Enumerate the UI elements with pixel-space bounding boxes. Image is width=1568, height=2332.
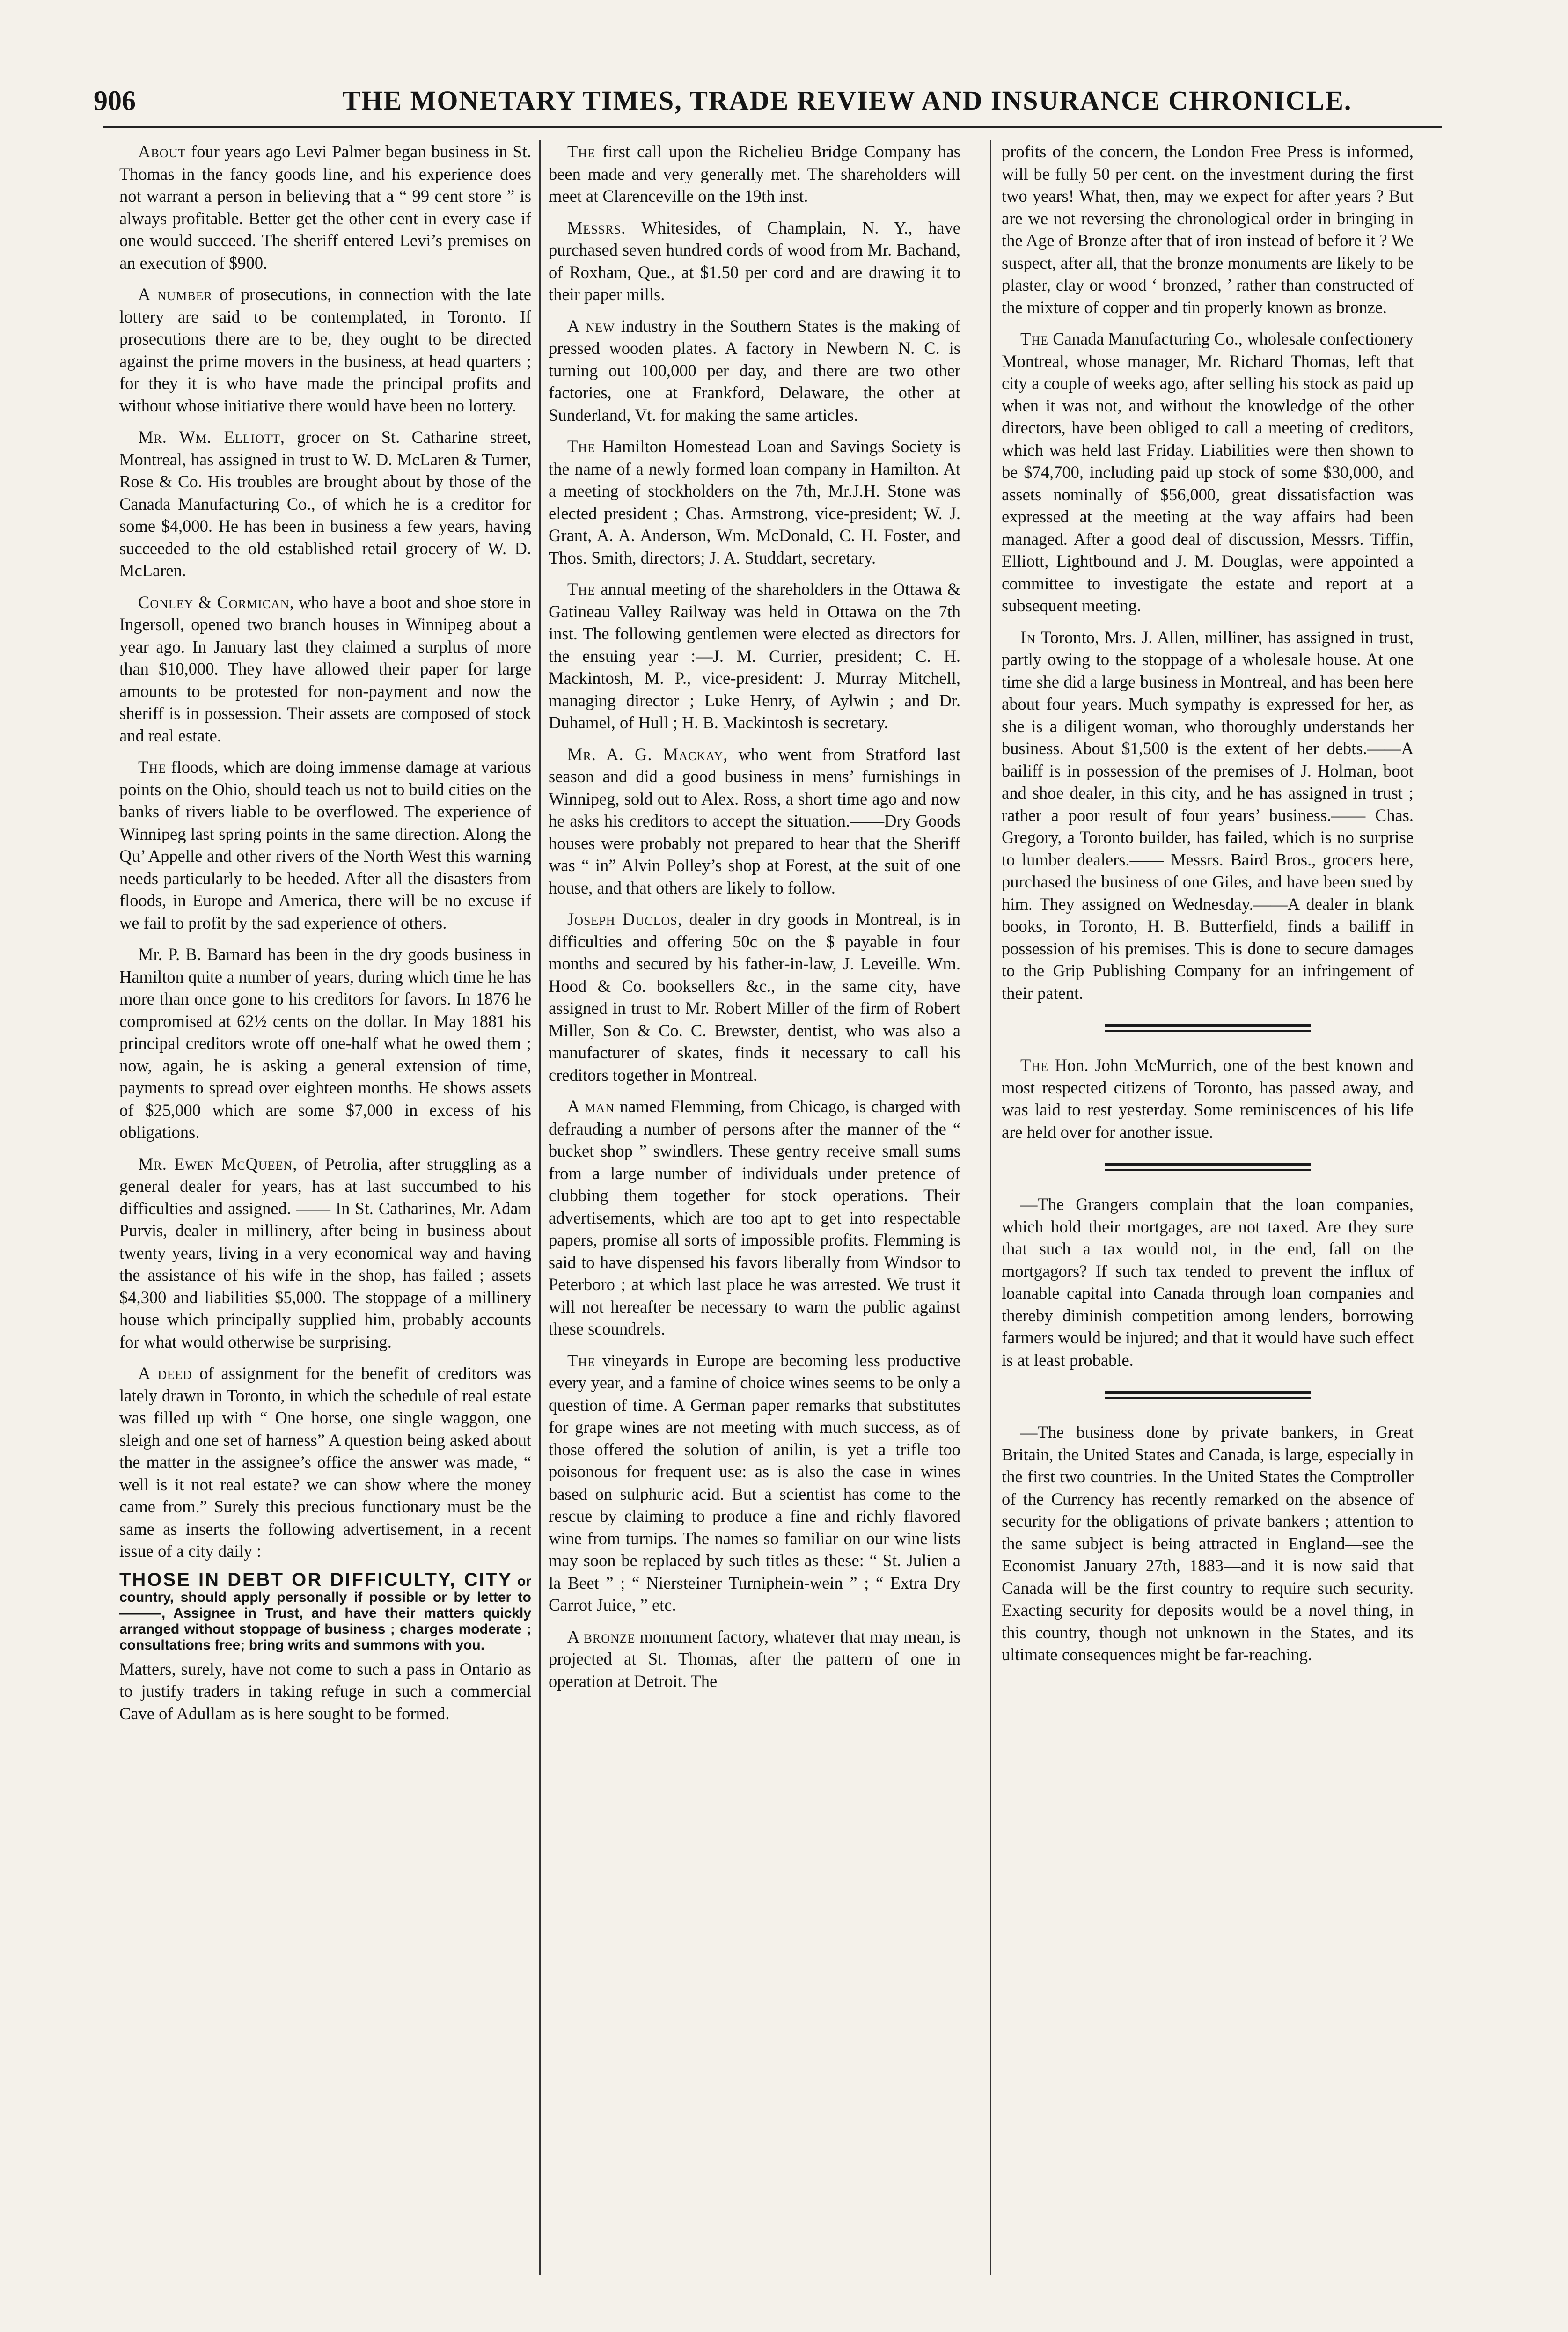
news-item bbox=[1002, 1193, 1414, 1371]
lead-words: The bbox=[567, 142, 595, 161]
section-separator bbox=[1002, 1391, 1414, 1399]
item-text: vineyards in Europe are becoming less productive every year, and a famine of choice wines seems to be only a question of time. A German paper remarks that substitutes for grape wines are not meeting with much success, as of those offered the solution of anilin, is yet a trifle too poisonous for frequent use: as is also the case in wines based on sulphuric acid. But a scientist has come to the rescue by claiming to produce a fine and richly flavored wine from turnips. The names so familiar on our wine lists may soon be replaced by such titles as these: “ St. Julien a la Beet ” ; “ Niersteiner Turniphein-wein ” ; “ Extra Dry Carrot Juice, ” etc. bbox=[549, 1350, 960, 1614]
news-item bbox=[549, 1626, 960, 1693]
news-item bbox=[549, 140, 960, 207]
item-text: Toronto, Mrs. J. Allen, milliner, has assigned in trust, partly owing to the stoppage of a wholesale house. At one time she did a large business in Montreal, and has been here about four years. Much sympathy is expressed for her, as she is a diligent woman, who thoroughly understands her business. About $1,500 is the extent of her debts.——A bailiff is in possession of the premises of J. Holman, boot and shoe dealer, in this city, and he has assigned in trust ; rather a poor result of four years’ business.—— Chas. Gregory, a Toronto builder, has failed, which is no surprise to lumber dealers.—— Messrs. Baird Bros., grocers here, purchased the business of one Giles, and have been sued by him. They assigned on Wednesday.——A dealer in blank books, in Toronto, H. B. Butterfield, finds a bailiff in possession of his premises. This is done to secure damages to the Grip Publishing Company for an infringement of their patent. bbox=[1002, 627, 1414, 1003]
item-text: industry in the Southern States is the making of pressed wooden plates. A factory in Newbern N. C. is turning out 100,000 per day, and there are two other factories, one at Frankford, Delaware, the other at Sunderland, Vt. for making the same articles. bbox=[549, 316, 960, 425]
item-text: Whitesides, of Champlain, N. Y., have purchased seven hundred cords of wood from Mr. Bachand, of Roxham, Que., at $1.50 per cord and are drawing it to their paper mills. bbox=[549, 218, 960, 304]
item-text: Canada Manufacturing Co., wholesale confectionery Montreal, whose manager, Mr. Richard Thomas, left that city a couple of weeks ago, after selling his stock as paid up when it was not, and without the knowledge of the other directors, have been obliged to call a meeting of creditors, which was held last Friday. Liabilities were then shown to be $74,700, including paid up stock of some $30,000, and assets nominally of $56,000, great dissatisfaction was expressed at the meeting at the way affairs had been managed. After a good deal of discussion, Messrs. Tiffin, Elliott, Lightbound and J. M. Douglas, were appointed a committee to investigate the estate and report at a subsequent meeting. bbox=[1002, 329, 1414, 615]
news-item bbox=[119, 1362, 531, 1562]
lead-words: The bbox=[567, 437, 595, 456]
lead-words: Conley & Cormican, bbox=[138, 592, 294, 612]
news-item bbox=[1002, 328, 1414, 617]
news-item bbox=[119, 591, 531, 747]
column-3 bbox=[1002, 140, 1414, 2275]
lead-words: A new bbox=[567, 316, 615, 336]
advertisement-body: or country, should apply personally if possible or by letter to ———, Assignee in Trust, and have their matters quickly arranged without stoppage of business ; charges moderate ; consultations free; bring writs and summons with you. bbox=[119, 1573, 531, 1653]
news-item bbox=[119, 140, 531, 274]
item-text: of prosecutions, in connection with the late lottery are said to be contemplated, in Toronto. If prosecutions there are to be, they ought to be directed against the prime movers in the business, at head quarters ; for they it is who have made the principal profits and without whose initiative there would have been no lottery. bbox=[119, 285, 531, 415]
news-item bbox=[1002, 1054, 1414, 1143]
news-item: Matters, surely, have not come to such a pass in Ontario as to justify traders in taking refuge in such a commercial Cave of Adullam as is here sought to be formed. bbox=[119, 1659, 531, 1723]
lead-words: A bronze bbox=[567, 1627, 636, 1646]
section-separator bbox=[1002, 1163, 1414, 1171]
journal-title: THE MONETARY TIMES, TRADE REVIEW AND INSURANCE CHRONICLE. bbox=[342, 85, 1352, 116]
news-item bbox=[1002, 140, 1414, 318]
lead-words: A man bbox=[567, 1097, 615, 1116]
separator-rule bbox=[1105, 1163, 1311, 1171]
column-2 bbox=[549, 140, 960, 2275]
item-text: —The Grangers complain that the loan companies, which hold their mortgages, are not taxed. Are they sure that such a tax would not, in the end, fall on the mortgagors? If such tax tended to prevent the influx of loanable capital into Canada through loan companies and thereby diminish competition among lenders, borrowing farmers would be injured; and that it would have such effect is at least probable. bbox=[1002, 1195, 1414, 1370]
item-text: Mr. P. B. Barnard has been in the dry goods business in Hamilton quite a number of years, during which time he has more than once gone to his creditors for favors. In 1876 he compromised at 62½ cents on the dollar. In May 1881 his principal creditors wrote off one-half what he owed them ; now, again, he is asking a general extension of time, payments to spread over eighteen months. He shows assets of $25,000 which are some $7,000 in excess of his obligations. bbox=[119, 945, 531, 1142]
page-header bbox=[94, 80, 1442, 122]
column-divider bbox=[539, 140, 541, 2275]
news-item bbox=[119, 1153, 531, 1353]
lead-words: Messrs. bbox=[567, 218, 626, 237]
news-item bbox=[1002, 626, 1414, 1005]
lead-words: The bbox=[1020, 1056, 1048, 1075]
item-text: grocer on St. Catharine street, Montreal, has assigned in trust to W. D. McLaren & Turner, Rose & Co. His troubles are brought about by those of the Canada Manufacturing Co., of which he is a creditor for some $4,000. He has been in business a few years, having succeeded to the old established retail grocery of W. D. McLaren. bbox=[119, 427, 531, 580]
lead-words: The bbox=[1020, 329, 1048, 348]
news-item bbox=[549, 908, 960, 1086]
item-text: floods, which are doing immense damage at various points on the Ohio, should teach us not to build cities on the banks of rivers liable to be overflowed. The experience of Winnipeg last spring points in the same direction. Along the Qu’ Appelle and other rivers of the North West this warning needs particularly to be heeded. After all the disasters from floods, in Europe and America, there will be no excuse if we fail to profit by the sad experience of others. bbox=[119, 757, 531, 932]
item-text: who went from Stratford last season and did a good business in mens’ furnishings in Winnipeg, sold out to Alex. Ross, a short time ago and now he asks his creditors to accept the situation.——Dry Goods houses were probably not prepared to hear that the Sheriff was “ in” Alvin Polley’s shop at Forest, at the suit of one house, and that others are likely to follow. bbox=[549, 744, 960, 897]
news-item bbox=[119, 943, 531, 1144]
lead-words: The bbox=[567, 579, 595, 599]
news-item bbox=[549, 1095, 960, 1340]
item-text: named Flemming, from Chicago, is charged with defrauding a number of persons after the manner of the “ bucket shop ” swindlers. These gentry receive small sums from a large number of individuals under pretence of clubbing them together for stock operations. Their advertisements, which are too apt to get into respectable papers, promise all sorts of impossible profits. Flemming is said to have dispensed his favors liberally from Windsor to Peterboro ; at which last place he was arrested. We trust it will not hereafter be necessary to warn the public against these scoundrels. bbox=[549, 1097, 960, 1338]
item-text: monument factory, whatever that may mean, is projected at St. Thomas, after the pattern of one in operation at Detroit. The bbox=[549, 1627, 960, 1691]
advertisement-heading: THOSE IN DEBT OR DIFFICULTY, CITY bbox=[119, 1569, 513, 1590]
item-text: Hon. John McMurrich, one of the best known and most respected citizens of Toronto, has passed away, and was laid to rest yesterday. Some reminiscences of his life are held over for another issue. bbox=[1002, 1056, 1414, 1142]
news-item bbox=[119, 426, 531, 582]
quoted-advertisement bbox=[119, 1569, 531, 1653]
lead-words: About bbox=[138, 142, 186, 161]
lead-words: Mr. A. G. Mackay, bbox=[567, 744, 728, 764]
news-item bbox=[1002, 1421, 1414, 1666]
header-rule bbox=[103, 126, 1442, 128]
item-text: first call upon the Richelieu Bridge Company has been made and very generally met. The shareholders will meet at Clarenceville on the 19th inst. bbox=[549, 142, 960, 205]
item-text: annual meeting of the shareholders in the Ottawa & Gatineau Valley Railway was held in Ottawa on the 7th inst. The following gentlemen were elected as directors for the ensuing year :—J. M. Currier, president; C. H. Mackintosh, M. P., vice-president: J. Murray Mitchell, managing director ; Luke Henry, of Aylwin ; and Dr. Duhamel, of Hull ; H. B. Mackintosh is secretary. bbox=[549, 579, 960, 732]
item-text: who have a boot and shoe store in Ingersoll, opened two branch houses in Winnipeg about a year ago. In January last they claimed a surplus of more than $10,000. They have allowed their paper for large amounts to be protested for non-payment and now the sheriff is in possession. Their assets are composed of stock and real estate. bbox=[119, 592, 531, 745]
lead-words: The bbox=[567, 1350, 595, 1370]
news-item bbox=[549, 578, 960, 734]
lead-words: In bbox=[1020, 627, 1036, 647]
separator-rule bbox=[1105, 1024, 1311, 1032]
item-text: —The business done by private bankers, in Great Britain, the United States and Canada, is large, especially in the first two countries. In the United States the Comptroller of the Currency has recently remarked on the absence of security for the obligations of private bankers ; attention to the same subject is being attracted in England—see the Economist January 27th, 1883—and it is now said that Canada will be the first country to require such security. Exacting security for deposits would be a novel thing, in this country, though not unknown in the States, and its ultimate consequences might be far-reaching. bbox=[1002, 1423, 1414, 1664]
news-item bbox=[119, 283, 531, 417]
lead-words: The bbox=[138, 757, 166, 777]
news-item bbox=[549, 435, 960, 569]
column-1 bbox=[119, 140, 531, 2275]
section-separator bbox=[1002, 1024, 1414, 1032]
lead-words: Joseph Duclos, bbox=[567, 909, 682, 929]
item-text: Hamilton Homestead Loan and Savings Society is the name of a newly formed loan company in Hamilton. At a meeting of stockholders on the 7th, Mr.J.H. Stone was elected president ; Chas. Armstrong, vice-president; W. J. Grant, A. A. Anderson, Wm. McDonald, C. H. Foster, and Thos. Smith, directors; J. A. Studdart, secretary. bbox=[549, 437, 960, 567]
news-item bbox=[549, 743, 960, 899]
separator-rule bbox=[1105, 1391, 1311, 1399]
lead-words: Mr. Wm. Elliott, bbox=[138, 427, 286, 447]
news-item bbox=[549, 217, 960, 306]
lead-words: A number bbox=[138, 285, 212, 304]
news-item bbox=[549, 1349, 960, 1616]
news-item bbox=[549, 315, 960, 426]
page-number: 906 bbox=[94, 85, 136, 116]
lead-words: Mr. Ewen McQueen, bbox=[138, 1154, 298, 1173]
news-item bbox=[119, 756, 531, 934]
item-text: of assignment for the benefit of creditors was lately drawn in Toronto, in which the schedule of real estate was filled up with “ One horse, one single waggon, one sleigh and one set of harness” A question being asked about the matter in the assignee’s office the answer was made, “ well is it not real estate? we can show where the money came from.” Surely this precious functionary must be the same as inserts the following advertisement, in a recent issue of a city daily : bbox=[119, 1364, 531, 1561]
lead-words: A deed bbox=[138, 1364, 192, 1383]
item-text: of Petrolia, after struggling as a general dealer for years, has at last succumbed to his difficulties and assigned. —— In St. Catharines, Mr. Adam Purvis, dealer in millinery, after being in business about twenty years, living in a very economical way and having the assistance of his wife in the shop, has failed ; assets $4,300 and liabilities $5,000. The stoppage of a millinery house which principally supplied him, probably accounts for what would otherwise be surprising. bbox=[119, 1154, 531, 1351]
item-text: four years ago Levi Palmer began business in St. Thomas in the fancy goods line, and his experience does not warrant a person in believing that a “ 99 cent store ” is always profitable. Better get the other cent in every case if one would succeed. The sheriff entered Levi’s premises on an execution of $900. bbox=[119, 142, 531, 272]
item-text: profits of the concern, the London Free Press is informed, will be fully 50 per cent. on the investment during the first two years! What, then, may we expect for after years ? But are we not reversing the chronological order in bringing in the Age of Bronze after that of iron instead of before it ? We suspect, after all, that the bronze monuments are likely to be plaster, clay or wood ‘ bronzed, ’ rather than constructed of the mixture of copper and tin properly known as bronze. bbox=[1002, 142, 1414, 317]
item-text: dealer in dry goods in Montreal, is in difficulties and offering 50c on the $ payable in four months and secured by his father-in-law, J. Leveille. Wm. Hood & Co. booksellers &c., in the same city, have assigned in trust to Mr. Robert Miller of the firm of Robert Miller, Son & Co. C. Brewster, dentist, who was also a manufacturer of skates, finds it necessary to call his creditors together in Montreal. bbox=[549, 909, 960, 1085]
column-divider bbox=[990, 140, 991, 2275]
